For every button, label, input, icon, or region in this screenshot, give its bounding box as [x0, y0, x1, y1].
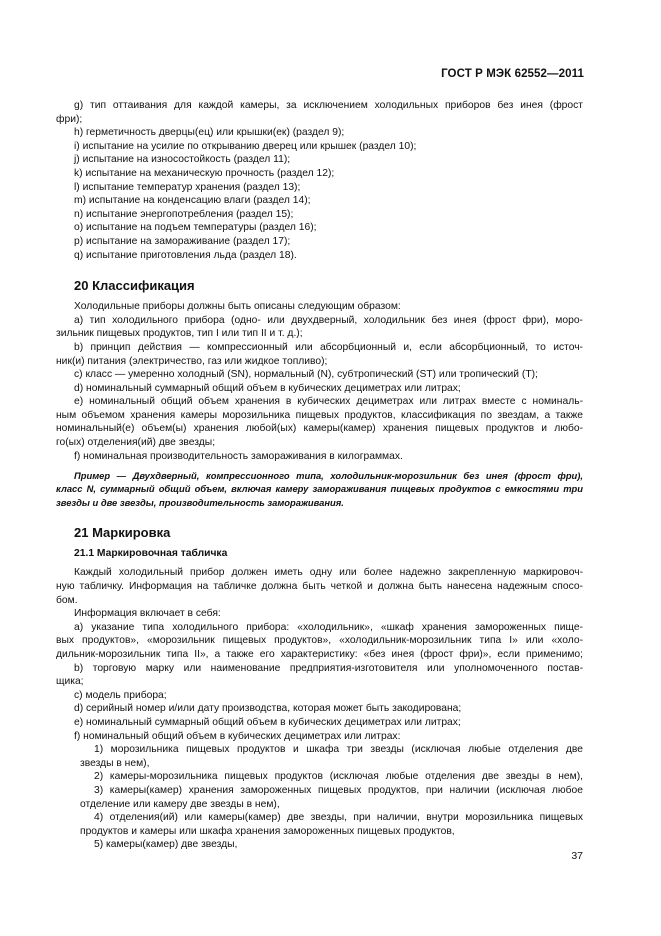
- page-number: 37: [571, 850, 583, 862]
- standard-header: ГОСТ Р МЭК 62552—2011: [441, 68, 584, 80]
- section-title: 21 Маркировка: [74, 524, 171, 540]
- paragraph: Каждый холодильный прибор должен иметь одну или более надежно закрепленную маркировоч-: [74, 567, 583, 579]
- paragraph: Информация включает в себя:: [74, 608, 221, 620]
- list-item: ник(и) питания (электричество, газ или жидкое топливо);: [56, 355, 328, 367]
- section-21: [56, 525, 583, 852]
- sub-list-item: 4) отделения(ий) или камеры(камер) две звезды, при наличии, внутри морозильника пищевых: [94, 812, 583, 824]
- list-item: ным объемом хранения камеры морозильника пищевых продуктов, классификация по звездам, а также: [56, 409, 583, 421]
- list-item: номинальный(е) объем(ы) хранения любой(ых) камеры(камер) хранения пищевых продуктов и любо-: [56, 423, 583, 435]
- list-item: n) испытание энергопотребления (раздел 15);: [74, 208, 294, 220]
- example-note: Пример — Двухдверный, компрессионного типа, холодильник-морозильник без инея (фрост фри),: [74, 470, 583, 482]
- list-item: j) испытание на износостойкость (раздел 11);: [74, 154, 291, 166]
- list-item: b) принцип действия — компрессионный или абсорбционный и, если абсорбционный, то источ-: [74, 341, 583, 353]
- list-item: p) испытание на замораживание (раздел 17);: [74, 235, 291, 247]
- list-item: k) испытание на механическую прочность (раздел 12);: [74, 167, 335, 179]
- list-item: d) номинальный суммарный общий объем в кубических дециметрах или литрах;: [74, 382, 461, 394]
- paragraph: ную табличку. Информация на табличке должна быть четкой и должна быть нанесена надежным спосо-: [56, 581, 583, 593]
- subsection-title: 21.1 Маркировочная табличка: [74, 547, 228, 559]
- sub-list-item: 3) камеры(камер) хранения замороженных пищевых продуктов, при наличии (исключая любое: [94, 784, 583, 796]
- list-item: a) указание типа холодильного прибора: «холодильник», «шкаф хранения замороженных пище-: [74, 621, 583, 633]
- list-item: g) тип оттаивания для каждой камеры, за исключением холодильных приборов без инея (фрост: [74, 100, 583, 111]
- list-item: m) испытание на конденсацию влаги (раздел 14);: [74, 195, 311, 207]
- list-item: f) номинальный общий объем в кубических дециметрах или литрах:: [74, 730, 401, 742]
- example-note: звезды и две звезды, производительность замораживания.: [56, 496, 344, 508]
- list-item: щика;: [56, 676, 84, 688]
- list-item: фри);: [56, 113, 83, 125]
- list-item: i) испытание на усилие по открыванию дверец или крышек (раздел 10);: [74, 140, 417, 152]
- sub-list-item: 1) морозильника пищевых продуктов и шкафа три звезды (исключая любые отделения две: [94, 744, 583, 756]
- sub-list-item: отделение или камеру две звезды в нем),: [80, 798, 280, 810]
- sub-list-item: продуктов и камеры или шкафа хранения замороженных пищевых продуктов,: [80, 825, 455, 837]
- page-content: [56, 99, 583, 852]
- list-item: зильник пищевых продуктов, тип I или тип II и т. д.);: [56, 328, 303, 340]
- list-item: вых продуктов», «морозильник пищевых продуктов», «холодильник-морозильник типа I» или «холо-: [56, 635, 583, 647]
- list-item: b) торговую марку или наименование предприятия-изготовителя или уполномоченного постав-: [74, 662, 583, 674]
- list-item: e) номинальный суммарный общий объем в кубических дециметрах или литрах;: [74, 716, 461, 728]
- list-item: дильник-морозильник типа II», а также его характеристику: «без инея (фрост фри)», если применимо;: [56, 649, 583, 661]
- list-item: q) испытание приготовления льда (раздел 18).: [74, 249, 297, 261]
- section-title: 20 Классификация: [74, 278, 195, 294]
- list-item: o) испытание на подъем температуры (раздел 16);: [74, 222, 317, 234]
- paragraph: Холодильные приборы должны быть описаны следующим образом:: [74, 301, 401, 313]
- section-20: [56, 278, 583, 509]
- list-item: h) герметичность дверцы(ец) или крышки(ек) (раздел 9);: [74, 127, 345, 139]
- list-item: c) класс — умеренно холодный (SN), нормальный (N), субтропический (ST) или тропический (T);: [74, 369, 538, 381]
- sub-list-item: 2) камеры-морозильника пищевых продуктов (исключая любые отделения две звезды в нем),: [94, 771, 583, 783]
- sub-list-item: звезды в нем),: [80, 757, 150, 769]
- list-item: l) испытание температур хранения (раздел 13);: [74, 181, 301, 193]
- test-list: [56, 99, 583, 262]
- list-item: c) модель прибора;: [74, 689, 167, 701]
- list-item: a) тип холодильного прибора (одно- или двухдверный, холодильник без инея (фрост фри), моро-: [74, 314, 583, 326]
- list-item: e) номинальный общий объем хранения в кубических дециметрах или литрах вместе с номиналь-: [74, 396, 583, 408]
- list-item: d) серийный номер и/или дату производства, которая может быть закодирована;: [74, 703, 462, 715]
- list-item: f) номинальная производительность замораживания в килограммах.: [74, 450, 403, 462]
- example-note: класс N, суммарный общий объем, включая камеру замораживания пищевых продуктов с емкостями три: [56, 483, 583, 495]
- paragraph: бом.: [56, 594, 78, 606]
- list-item: го(ых) отделения(ий) две звезды;: [56, 437, 216, 449]
- sub-list-item: 5) камеры(камер) две звезды,: [94, 839, 238, 851]
